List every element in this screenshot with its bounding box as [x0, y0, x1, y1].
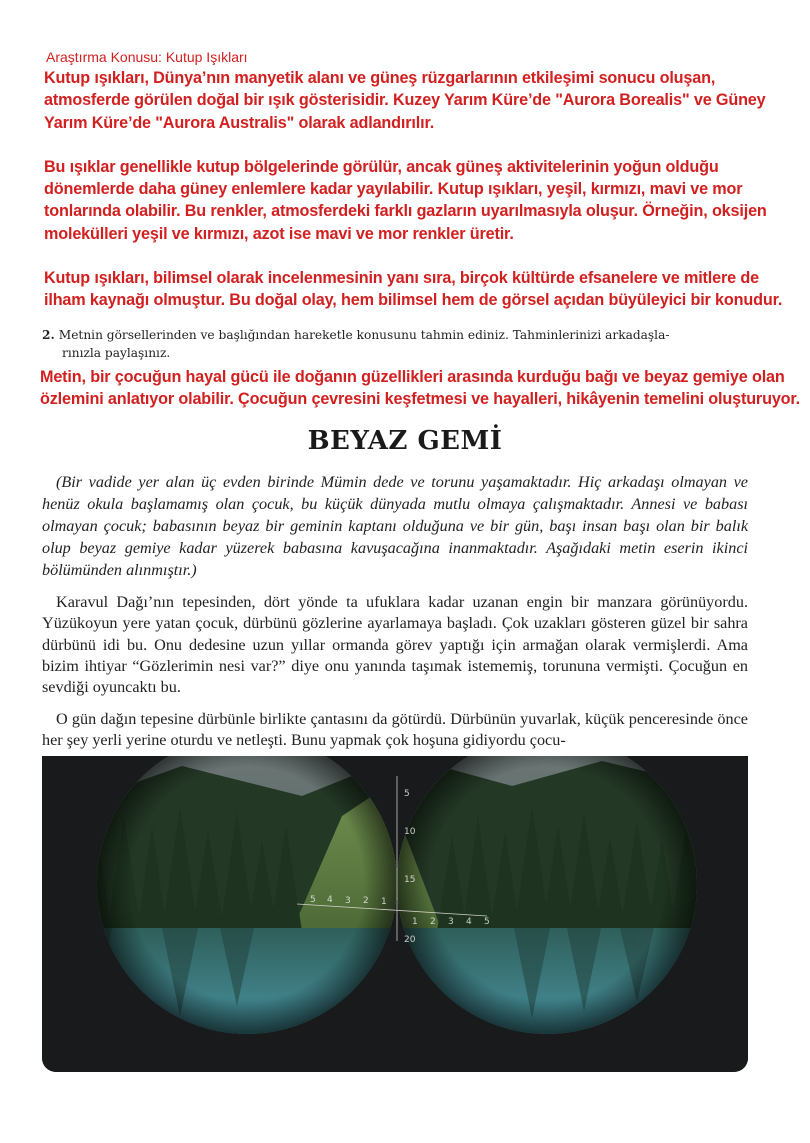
story-paragraph-1: Karavul Dağı’nın tepesinden, dört yönde ta ufuklara kadar uzanan engin bir manzara görünüyordu. Yüzükoyun yere yatan çocuk, dürbünü gözlerine ayarlamaya başladı. Çok uzakları gösteren güzel bir sahra dürbünü idi bu. Onu dedesine uzun yıllar ormanda görev yaptığı için armağan olarak vermişlerdi. Ama bizim ihtiyar “Gözlerimin nesi var?” diye onu yanında taşımak istememiş, torununa vermişti. Çocuğun en sevdiği oyuncaktı bu. — [42, 593, 748, 697]
reticle-label-v: 5 — [404, 789, 410, 799]
question-text-line1: Metnin görsellerinden ve başlığından hareketle konusunu tahmin ediniz. Tahminlerinizi arkadaşla- — [58, 328, 670, 342]
question-2 — [42, 326, 762, 362]
story-paragraph-2: O gün dağın tepesine dürbünle birlikte çantasını da götürdü. Dürbünün yuvarlak, küçük penceresinde önce her şey yerli yerine oturdu ve netleşti. Bunu yapmak çok hoşuna gidiyordu çocu- — [42, 710, 748, 750]
question-2-answer: Metin, bir çocuğun hayal gücü ile doğanın güzellikleri arasında kurduğu bağı ve beyaz gemiye olan özlemini anlatıyor olabilir. Çocuğun çevresini keşfetmesi ve hayalleri, hikâyenin temelini oluşturuyor. — [40, 368, 801, 409]
question-text-line2: rınızla paylaşınız. — [62, 346, 171, 360]
reticle-label-l: 1 — [381, 897, 387, 907]
reticle-label-r: 4 — [466, 917, 472, 927]
story-title: BEYAZ GEMİ — [307, 426, 503, 456]
reticle-label-r: 2 — [430, 917, 436, 927]
reticle-label-l: 5 — [310, 895, 316, 905]
binocular-scene — [42, 756, 748, 1072]
research-topic-label: Araştırma Konusu: Kutup Işıkları — [46, 49, 248, 65]
reticle-label-l: 3 — [345, 896, 351, 906]
research-paragraph: Bu ışıklar genellikle kutup bölgelerinde görülür, ancak güneş aktivitelerinin yoğun olduğu dönemlerde daha güney enlemlere kadar yayılabilir. Kutup ışıkları, yeşil, kırmızı, mavi ve mor tonlarında olabilir. Bu renkler, atmosferdeki farklı gazların uyarılmasıyla oluşur. Örneğin, oksijen molekülleri yeşil ve kırmızı, azot ise mavi ve mor renkler üretir. — [44, 157, 767, 243]
research-paragraph: Kutup ışıkları, bilimsel olarak incelenmesinin yanı sıra, birçok kültürde efsanelere ve mitlere de ilham kaynağı olmuştur. Bu doğal olay, hem bilimsel hem de görsel açıdan büyüleyici bir konudur. — [44, 269, 783, 310]
research-answer-block — [44, 67, 804, 334]
reticle-label-v: 20 — [404, 935, 416, 945]
reticle-label-v: 15 — [404, 875, 416, 885]
story-intro: (Bir vadide yer alan üç evden birinde Mümin dede ve torunu yaşamaktadır. Hiç arkadaşı olmayan ve henüz okula başlamamış olan çocuk, bu küçük dünyada mutlu olmaya çalışmaktadır. Annesi ve babası olmayan çocuk; babasının beyaz bir geminin kaptanı olduğuna ve bir gün, başı insan başı olan bir balık olup beyaz gemiye kadar yüzerek babasına kavuşacağına inanmaktadır. Aşağıdaki metin eserin ikinci bölümünden alınmıştır.) — [42, 473, 748, 579]
binocular-view-image — [42, 756, 748, 1072]
question-number: 2. — [42, 328, 55, 342]
research-paragraph: Kutup ışıkları, Dünya’nın manyetik alanı ve güneş rüzgarlarının etkileşimi sonucu oluşan, atmosferde görülen doğal bir ışık gösterisidir. Kuzey Yarım Küre’de "Aurora Borealis" ve Güney Yarım Küre’de "Aurora Australis" olarak adlandırılır. — [44, 69, 766, 132]
reticle-label-l: 2 — [363, 896, 369, 906]
reticle-label-r: 3 — [448, 917, 454, 927]
reticle-label-v: 10 — [404, 827, 416, 837]
reticle-label-r: 5 — [484, 917, 490, 927]
reticle-label-l: 4 — [327, 895, 333, 905]
reticle-label-r: 1 — [412, 917, 418, 927]
